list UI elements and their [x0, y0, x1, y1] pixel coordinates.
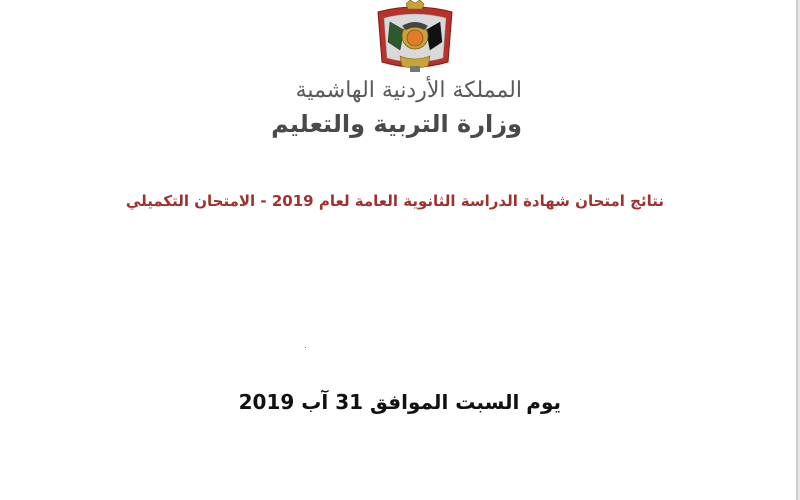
ministry-name: وزارة التربية والتعليم — [271, 110, 522, 138]
jordan-coat-of-arms-icon — [370, 0, 460, 75]
kingdom-name: المملكة الأردنية الهاشمية — [295, 78, 522, 103]
document-date: يوم السبت الموافق 31 آب 2019 — [238, 390, 561, 414]
ministry-header — [271, 0, 530, 150]
speck-mark — [305, 347, 306, 348]
document-title: نتائج امتحان شهادة الدراسة الثانوية العامة لعام 2019 - الامتحان التكميلي — [125, 192, 664, 210]
